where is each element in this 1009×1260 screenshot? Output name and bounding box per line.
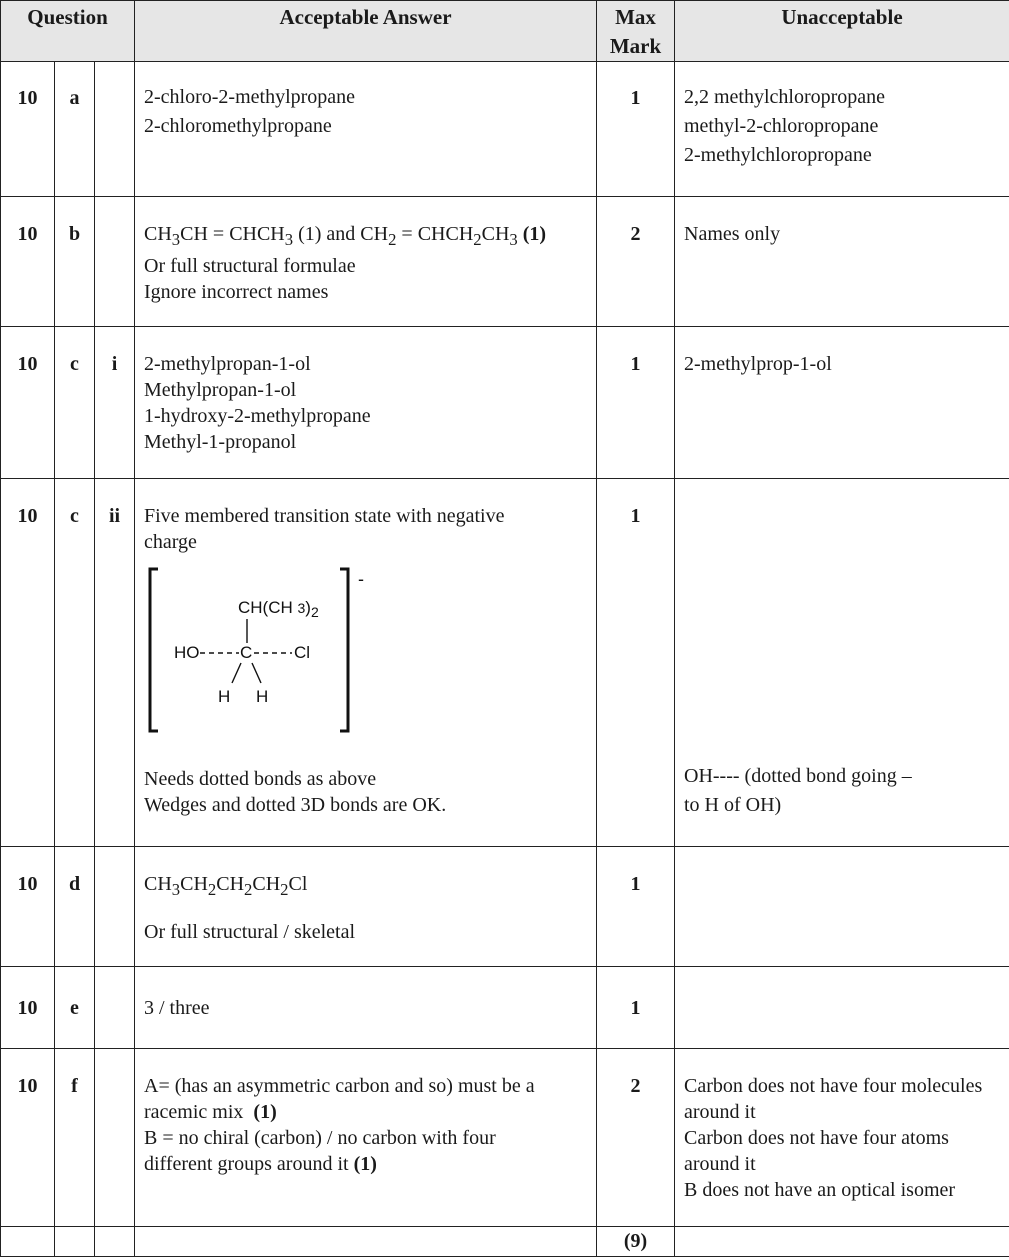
max-mark: 1 bbox=[597, 62, 675, 197]
unacceptable-line: 2-methylchloropropane bbox=[684, 144, 872, 166]
transition-state-diagram bbox=[146, 565, 592, 744]
question-subpart bbox=[95, 1049, 135, 1227]
left-bracket bbox=[150, 569, 158, 731]
question-part: d bbox=[55, 847, 95, 967]
h2-label: H bbox=[256, 687, 269, 706]
question-subpart: i bbox=[95, 327, 135, 479]
table-row bbox=[1, 479, 1009, 847]
question-subpart bbox=[95, 967, 135, 1049]
unacceptable-line: OH---- (dotted bond going – bbox=[684, 765, 912, 787]
question-subpart bbox=[95, 62, 135, 197]
header-max-mark bbox=[597, 1, 675, 62]
question-number: 10 bbox=[1, 197, 55, 327]
header-question: Question bbox=[1, 1, 135, 62]
question-number: 10 bbox=[1, 327, 55, 479]
question-subpart bbox=[95, 847, 135, 967]
question-part: a bbox=[55, 62, 95, 197]
answer-line: Five membered transition state with negative charge bbox=[144, 505, 505, 553]
question-part: f bbox=[55, 1049, 95, 1227]
question-number: 10 bbox=[1, 967, 55, 1049]
acceptable-answer bbox=[135, 327, 597, 479]
answer-line: 2-chloro-2-methylpropane bbox=[144, 86, 356, 108]
header-unacceptable: Unacceptable bbox=[675, 1, 1009, 62]
unacceptable-line: Carbon does not have four atoms around it bbox=[684, 1127, 949, 1175]
left-group-label: HO bbox=[174, 643, 200, 662]
unacceptable-answer bbox=[675, 62, 1009, 197]
total-row bbox=[1, 1227, 1009, 1257]
table-row bbox=[1, 327, 1009, 479]
answer-line: Or full structural / skeletal bbox=[144, 921, 356, 943]
sub-3: 3 bbox=[297, 600, 306, 616]
question-number: 10 bbox=[1, 847, 55, 967]
answer-line: 3 / three bbox=[144, 997, 210, 1019]
table-row bbox=[1, 1049, 1009, 1227]
max-mark: 2 bbox=[597, 197, 675, 327]
unacceptable-answer bbox=[675, 967, 1009, 1049]
answer-line: Methyl-1-propanol bbox=[144, 431, 297, 453]
question-number: 10 bbox=[1, 62, 55, 197]
header-max-line1: Max bbox=[615, 5, 656, 29]
answer-line: Methylpropan-1-ol bbox=[144, 379, 297, 401]
total-mark: (9) bbox=[597, 1227, 675, 1257]
answer-line: Ignore incorrect names bbox=[144, 281, 329, 303]
acceptable-answer bbox=[135, 847, 597, 967]
acceptable-answer bbox=[135, 967, 597, 1049]
header-acceptable-answer: Acceptable Answer bbox=[135, 1, 597, 62]
table-row bbox=[1, 197, 1009, 327]
max-mark: 1 bbox=[597, 847, 675, 967]
unacceptable-answer bbox=[675, 327, 1009, 479]
unacceptable-answer bbox=[675, 847, 1009, 967]
unacceptable-answer bbox=[675, 1049, 1009, 1227]
answer-line: 1-hydroxy-2-methylpropane bbox=[144, 405, 371, 427]
unacceptable-line: methyl-2-chloropropane bbox=[684, 115, 879, 137]
question-number: 10 bbox=[1, 479, 55, 847]
answer-line: 2-methylpropan-1-ol bbox=[144, 353, 311, 375]
max-mark: 1 bbox=[597, 479, 675, 847]
question-subpart: ii bbox=[95, 479, 135, 847]
max-mark: 1 bbox=[597, 327, 675, 479]
bond-h2 bbox=[252, 663, 261, 683]
unacceptable-line: Names only bbox=[684, 223, 781, 245]
header-row bbox=[1, 1, 1009, 62]
bond-h1 bbox=[232, 663, 241, 683]
table-row bbox=[1, 62, 1009, 197]
max-mark: 2 bbox=[597, 1049, 675, 1227]
question-subpart bbox=[95, 197, 135, 327]
answer-line: Or full structural formulae bbox=[144, 255, 356, 277]
question-part: c bbox=[55, 327, 95, 479]
central-carbon-label: C bbox=[240, 643, 253, 662]
unacceptable-line: Carbon does not have four molecules around it bbox=[684, 1075, 983, 1123]
transition-state-svg bbox=[146, 565, 376, 737]
unacceptable-answer bbox=[675, 479, 1009, 847]
table-row bbox=[1, 847, 1009, 967]
unacceptable-line: B does not have an optical isomer bbox=[684, 1179, 956, 1201]
unacceptable-line: 2,2 methylchloropropane bbox=[684, 86, 886, 108]
answer-line: Needs dotted bonds as above bbox=[144, 768, 377, 790]
question-part: c bbox=[55, 479, 95, 847]
question-number: 10 bbox=[1, 1049, 55, 1227]
answer-line: 2-chloromethylpropane bbox=[144, 115, 332, 137]
acceptable-answer bbox=[135, 1049, 597, 1227]
unacceptable-line: 2-methylprop-1-ol bbox=[684, 353, 832, 375]
answer-line: Wedges and dotted 3D bonds are OK. bbox=[144, 794, 447, 816]
right-bracket bbox=[340, 569, 348, 731]
sub-2: 2 bbox=[310, 604, 319, 620]
question-part: b bbox=[55, 197, 95, 327]
unacceptable-line: to H of OH) bbox=[684, 794, 782, 816]
acceptable-answer bbox=[135, 479, 597, 847]
header-max-line2: Mark bbox=[609, 34, 662, 58]
answer-line: A= (has an asymmetric carbon and so) must be a racemic mix (1) bbox=[144, 1075, 535, 1123]
formula-line: $CH_3CH_2CH_2CH_2Cl$ bbox=[144, 873, 308, 899]
answer-line: B = no chiral (carbon) / no carbon with four different groups around it (1) bbox=[144, 1127, 496, 1175]
question-part: e bbox=[55, 967, 95, 1049]
formula-line: $CH_3CH$ = $CHCH_3$ (1) and $CH_2$ = $CHCH_2CH_3$ (1) bbox=[144, 223, 547, 249]
top-group-label: CH(CH $3)_2$ bbox=[238, 598, 319, 620]
max-mark: 1 bbox=[597, 967, 675, 1049]
charge-sign: - bbox=[358, 569, 364, 589]
h1-label: H bbox=[218, 687, 231, 706]
right-group-label: Cl bbox=[294, 643, 311, 662]
acceptable-answer bbox=[135, 197, 597, 327]
unacceptable-answer bbox=[675, 197, 1009, 327]
acceptable-answer bbox=[135, 62, 597, 197]
table-row bbox=[1, 967, 1009, 1049]
